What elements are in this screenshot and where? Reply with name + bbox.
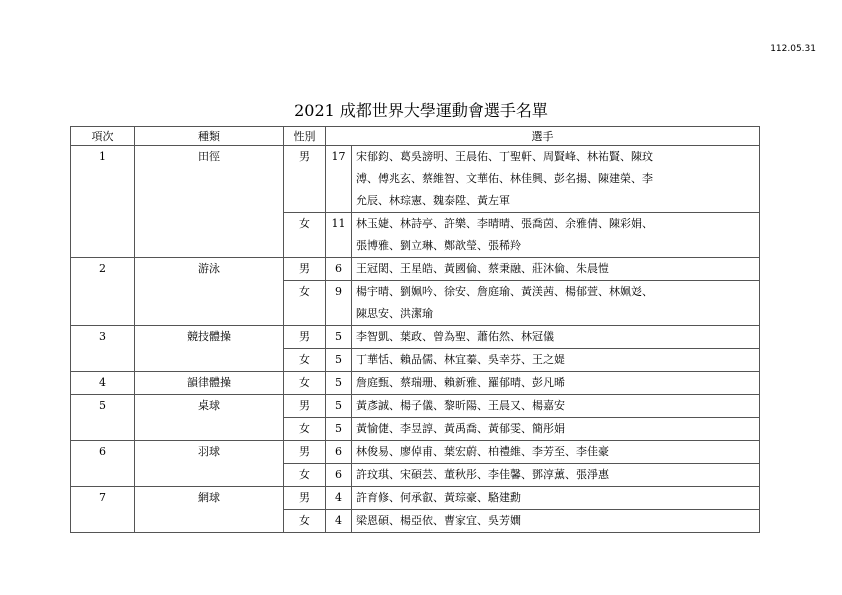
- event-name: 游泳: [135, 258, 284, 326]
- athlete-names-line: 李智凱、葉政、曾為聖、蕭佑然、林冠儀: [356, 330, 554, 343]
- athlete-count: 9: [326, 281, 352, 326]
- table-row: [71, 487, 760, 510]
- athlete-names: [352, 441, 760, 464]
- athlete-names: [352, 464, 760, 487]
- athlete-count: 6: [326, 258, 352, 281]
- athlete-names-line: 詹庭甄、蔡瑞珊、賴新雅、羅郁晴、彭凡晞: [356, 376, 565, 389]
- table-row: [71, 372, 760, 395]
- athlete-names: [352, 395, 760, 418]
- table-row: [71, 441, 760, 464]
- table-row: [71, 326, 760, 349]
- athlete-names-line: 許玟琪、宋碩芸、董秋彤、李佳馨、鄧淳薰、張淨惠: [356, 468, 609, 481]
- event-index: 2: [71, 258, 135, 326]
- athlete-count: 5: [326, 372, 352, 395]
- athlete-names-line: 丁華恬、賴品儒、林宜蓁、吳幸芬、王之媞: [356, 353, 565, 366]
- athlete-names-line: 張博雅、劉立琳、鄭歆瑩、張稀羚: [356, 239, 521, 252]
- gender-cell: 女: [284, 349, 326, 372]
- gender-cell: 男: [284, 395, 326, 418]
- athlete-names: [352, 510, 760, 533]
- gender-cell: 女: [284, 510, 326, 533]
- athlete-names: [352, 372, 760, 395]
- athlete-names-line: 梁恩碩、楊亞依、曹家宜、吳芳嫺: [356, 514, 521, 527]
- header-index: 項次: [71, 127, 135, 146]
- event-index: 3: [71, 326, 135, 372]
- athlete-names-line: 林玉婕、林詩亭、許樂、李晴晴、張喬茵、余雅倩、陳彩娟、: [356, 217, 653, 230]
- athlete-count: 5: [326, 395, 352, 418]
- document-date: 112.05.31: [770, 44, 816, 54]
- athlete-names: [352, 487, 760, 510]
- gender-cell: 男: [284, 487, 326, 510]
- event-name: 競技體操: [135, 326, 284, 372]
- athlete-names-line: 宋郁鈞、葛吳謗明、王晨佑、丁聖軒、周賢峰、林祐賢、陳玟: [356, 150, 653, 163]
- athlete-names-line: 黃彥誠、楊子儀、黎昕陽、王晨又、楊嘉安: [356, 399, 565, 412]
- athlete-names-line: 王冠閎、王星皓、黃國倫、蔡秉融、莊沐倫、朱晨愷: [356, 262, 609, 275]
- athlete-names-line: 溥、傅兆玄、蔡維智、文華佑、林佳興、彭名揚、陳建榮、李: [356, 172, 653, 185]
- table-header-row: [71, 127, 760, 146]
- header-gender: 性別: [284, 127, 326, 146]
- athlete-names: [352, 418, 760, 441]
- athlete-count: 4: [326, 510, 352, 533]
- athlete-names-line: 允辰、林琮憲、魏泰陞、黃左軍: [356, 194, 510, 207]
- athlete-count: 6: [326, 464, 352, 487]
- event-index: 5: [71, 395, 135, 441]
- athlete-names: [352, 349, 760, 372]
- gender-cell: 男: [284, 326, 326, 349]
- document-title: 2021 成都世界大學運動會選手名單: [294, 101, 548, 120]
- athlete-count: 4: [326, 487, 352, 510]
- gender-cell: 男: [284, 441, 326, 464]
- event-name: 桌球: [135, 395, 284, 441]
- athlete-names-line: 楊宇晴、劉姵吟、徐安、詹庭瑜、黃渼茜、楊郁萱、林姵彣、: [356, 285, 653, 298]
- athlete-count: 11: [326, 213, 352, 258]
- athlete-names: [352, 326, 760, 349]
- event-name: 羽球: [135, 441, 284, 487]
- athlete-names: [352, 258, 760, 281]
- header-players: 選手: [326, 127, 760, 146]
- athlete-count: 5: [326, 326, 352, 349]
- athlete-names-line: 陳思安、洪潔瑜: [356, 307, 433, 320]
- athlete-names: [352, 146, 760, 213]
- event-name: 網球: [135, 487, 284, 533]
- event-index: 1: [71, 146, 135, 258]
- event-name: 田徑: [135, 146, 284, 258]
- gender-cell: 女: [284, 213, 326, 258]
- event-name: 韻律體操: [135, 372, 284, 395]
- table-row: [71, 395, 760, 418]
- athlete-names-line: 林俊易、廖倬甫、葉宏蔚、柏禮維、李芳至、李佳豪: [356, 445, 609, 458]
- event-index: 4: [71, 372, 135, 395]
- table-row: [71, 146, 760, 213]
- gender-cell: 女: [284, 418, 326, 441]
- gender-cell: 女: [284, 281, 326, 326]
- event-index: 7: [71, 487, 135, 533]
- athlete-count: 6: [326, 441, 352, 464]
- athlete-names-line: 許育修、何承叡、黃琮豪、駱建勳: [356, 491, 521, 504]
- athlete-names-line: 黃愉倢、李昱諄、黃禹喬、黃郁雯、簡彤娟: [356, 422, 565, 435]
- roster-body: [71, 146, 760, 533]
- gender-cell: 男: [284, 146, 326, 213]
- header-event: 種類: [135, 127, 284, 146]
- gender-cell: 女: [284, 372, 326, 395]
- gender-cell: 男: [284, 258, 326, 281]
- athlete-roster-table: [70, 126, 760, 533]
- table-row: [71, 258, 760, 281]
- gender-cell: 女: [284, 464, 326, 487]
- event-index: 6: [71, 441, 135, 487]
- athlete-names: [352, 281, 760, 326]
- athlete-count: 5: [326, 418, 352, 441]
- athlete-names: [352, 213, 760, 258]
- athlete-count: 5: [326, 349, 352, 372]
- athlete-count: 17: [326, 146, 352, 213]
